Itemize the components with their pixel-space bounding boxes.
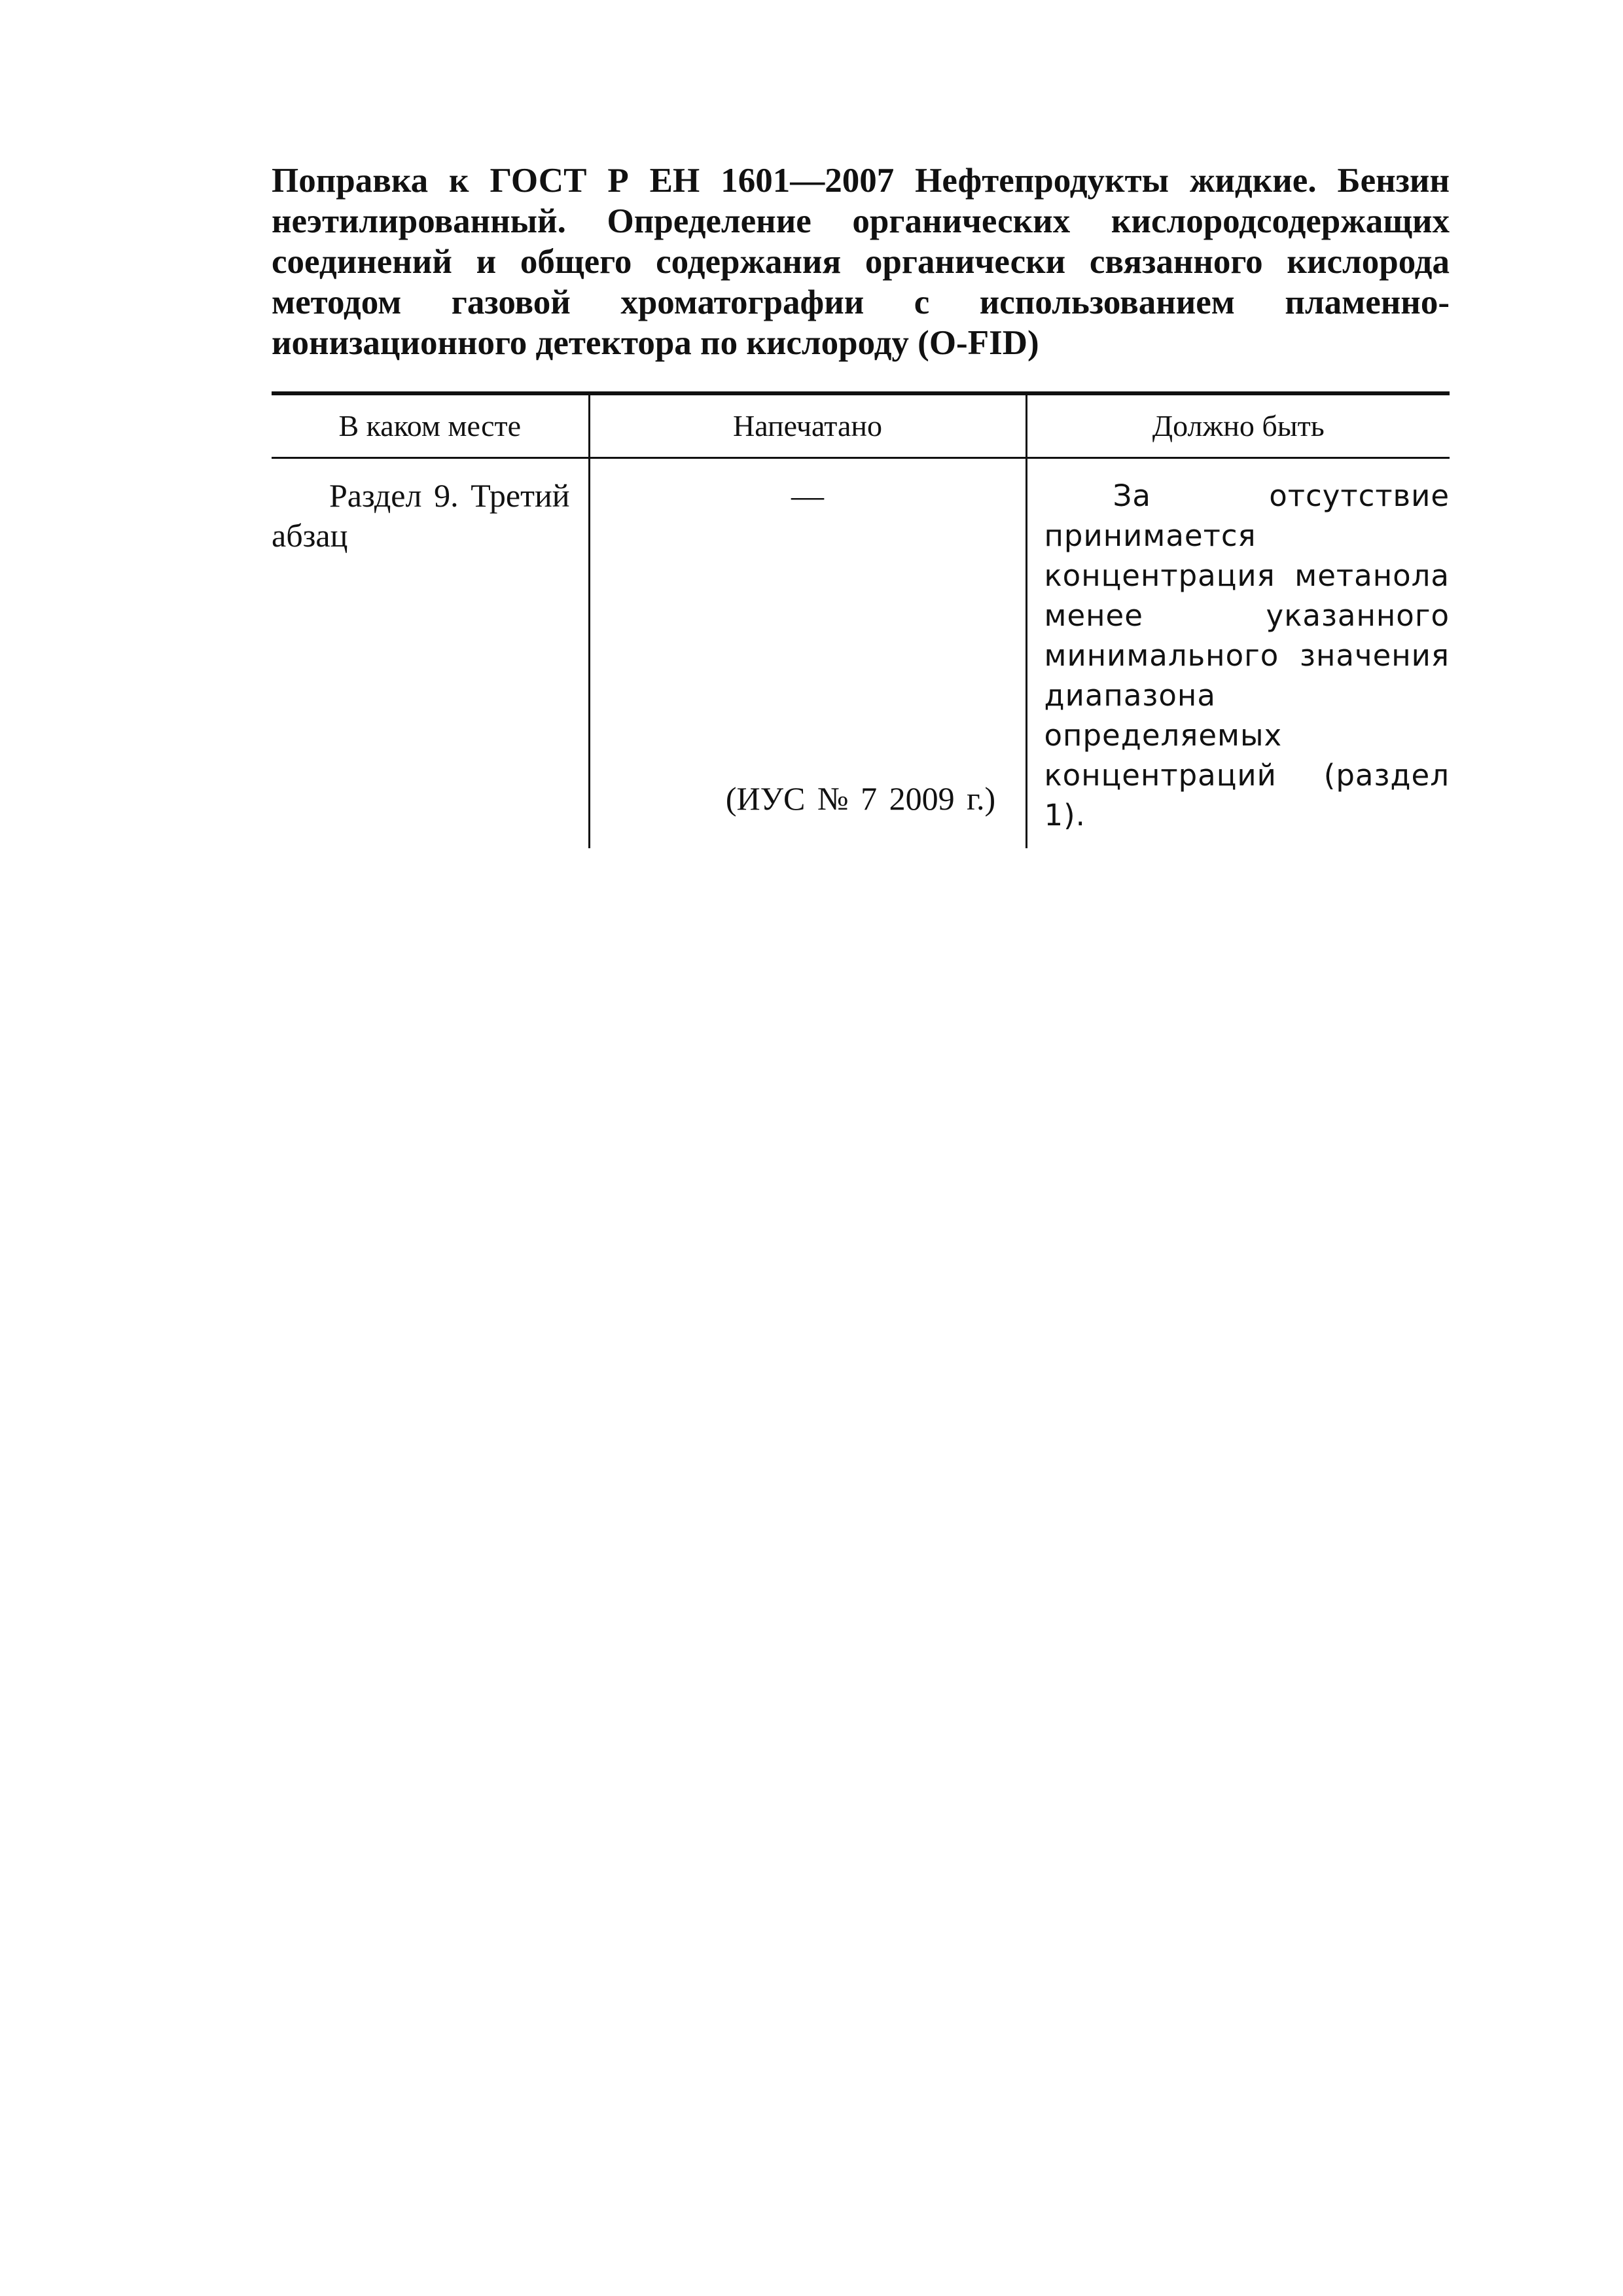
column-header-where: В каком месте xyxy=(272,393,589,457)
amendment-title: Поправка к ГОСТ Р ЕН 1601—2007 Нефтепродукты жидкие. Бензин неэтилированный. Определение органических кислородсодержащих соединений и общего содержания органически связанного кислорода методом газовой хроматографии с использованием пламенно-ионизационного детектора по кислороду (O-FID) xyxy=(272,162,1450,362)
column-header-printed: Напечатано xyxy=(589,393,1026,457)
publication-reference: (ИУС № 7 2009 г.) xyxy=(725,780,996,817)
cell-printed: — xyxy=(589,457,1026,848)
table-header xyxy=(272,393,1450,457)
column-header-should-be: Должно быть xyxy=(1026,393,1450,457)
table-header-row xyxy=(272,393,1450,457)
cell-should-be: За отсутствие принимается концентрация метанола менее указанного минимального значения диапазона определяемых концентраций (раздел 1). xyxy=(1026,457,1450,848)
cell-where: Раздел 9. Третий абзац xyxy=(272,476,570,554)
